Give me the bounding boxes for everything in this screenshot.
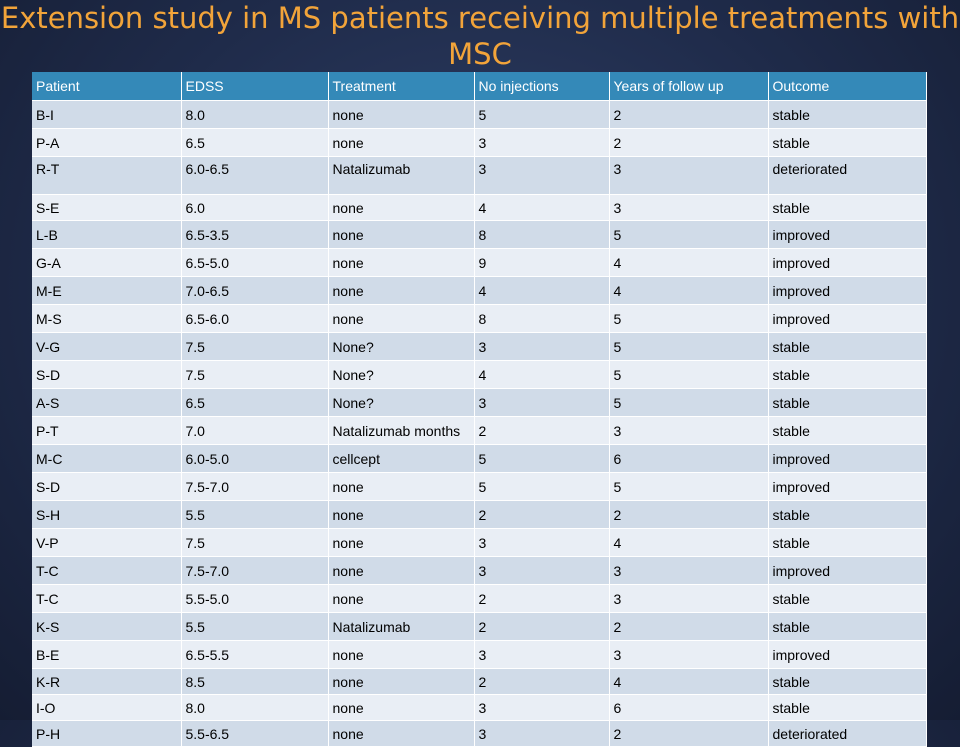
cell-patient: P-H (32, 721, 181, 747)
cell-treatment: Natalizumab (328, 157, 474, 195)
cell-treatment: cellcept (328, 445, 474, 473)
table-row (32, 445, 926, 473)
cell-edss: 5.5 (181, 613, 328, 641)
cell-treatment: none (328, 221, 474, 249)
cell-injections: 8 (474, 221, 609, 249)
cell-injections: 2 (474, 613, 609, 641)
cell-follow-up: 2 (609, 129, 768, 157)
header-outcome: Outcome (768, 72, 926, 101)
cell-patient: T-C (32, 557, 181, 585)
cell-treatment: Natalizumab (328, 613, 474, 641)
cell-patient: M-C (32, 445, 181, 473)
cell-edss: 7.5 (181, 529, 328, 557)
cell-follow-up: 4 (609, 669, 768, 695)
cell-injections: 3 (474, 157, 609, 195)
cell-injections: 5 (474, 101, 609, 129)
header-edss: EDSS (181, 72, 328, 101)
cell-outcome: improved (768, 277, 926, 305)
cell-follow-up: 2 (609, 721, 768, 747)
cell-follow-up: 4 (609, 277, 768, 305)
table-row (32, 129, 926, 157)
cell-injections: 3 (474, 557, 609, 585)
cell-edss: 6.5 (181, 389, 328, 417)
cell-outcome: stable (768, 695, 926, 721)
cell-edss: 8.0 (181, 695, 328, 721)
cell-injections: 3 (474, 129, 609, 157)
cell-injections: 3 (474, 721, 609, 747)
cell-treatment: none (328, 277, 474, 305)
cell-injections: 3 (474, 695, 609, 721)
cell-patient: S-D (32, 473, 181, 501)
cell-treatment: none (328, 473, 474, 501)
cell-treatment: Natalizumab months (328, 417, 474, 445)
table-row (32, 101, 926, 129)
cell-outcome: stable (768, 389, 926, 417)
cell-edss: 6.5-3.5 (181, 221, 328, 249)
cell-edss: 5.5-5.0 (181, 585, 328, 613)
cell-patient: K-R (32, 669, 181, 695)
header-injections: No injections (474, 72, 609, 101)
cell-patient: I-O (32, 695, 181, 721)
cell-outcome: stable (768, 529, 926, 557)
table-row (32, 641, 926, 669)
table-row (32, 501, 926, 529)
cell-edss: 6.5-5.0 (181, 249, 328, 277)
cell-treatment: none (328, 641, 474, 669)
cell-injections: 3 (474, 389, 609, 417)
cell-follow-up: 3 (609, 417, 768, 445)
table-row (32, 557, 926, 585)
cell-patient: M-S (32, 305, 181, 333)
table-row (32, 417, 926, 445)
cell-patient: B-E (32, 641, 181, 669)
cell-outcome: stable (768, 613, 926, 641)
cell-outcome: stable (768, 195, 926, 221)
cell-follow-up: 5 (609, 473, 768, 501)
table-row (32, 249, 926, 277)
cell-patient: S-D (32, 361, 181, 389)
cell-treatment: none (328, 129, 474, 157)
patient-table (32, 72, 927, 747)
cell-injections: 8 (474, 305, 609, 333)
cell-treatment: none (328, 669, 474, 695)
cell-edss: 8.0 (181, 101, 328, 129)
cell-edss: 6.5-6.0 (181, 305, 328, 333)
table-row (32, 529, 926, 557)
cell-treatment: none (328, 585, 474, 613)
table-row (32, 585, 926, 613)
cell-follow-up: 6 (609, 445, 768, 473)
cell-treatment: None? (328, 361, 474, 389)
table-row (32, 695, 926, 721)
cell-patient: S-H (32, 501, 181, 529)
cell-follow-up: 5 (609, 333, 768, 361)
cell-patient: P-A (32, 129, 181, 157)
cell-outcome: improved (768, 557, 926, 585)
table-row (32, 721, 926, 747)
cell-edss: 6.5-5.5 (181, 641, 328, 669)
cell-treatment: none (328, 529, 474, 557)
cell-follow-up: 5 (609, 361, 768, 389)
cell-treatment: none (328, 101, 474, 129)
cell-treatment: none (328, 195, 474, 221)
cell-edss: 7.5 (181, 333, 328, 361)
cell-injections: 2 (474, 417, 609, 445)
cell-follow-up: 2 (609, 101, 768, 129)
table-row (32, 305, 926, 333)
cell-treatment: None? (328, 389, 474, 417)
cell-injections: 4 (474, 195, 609, 221)
cell-injections: 3 (474, 333, 609, 361)
table-row (32, 361, 926, 389)
cell-outcome: stable (768, 585, 926, 613)
cell-injections: 4 (474, 277, 609, 305)
cell-patient: L-B (32, 221, 181, 249)
cell-follow-up: 2 (609, 613, 768, 641)
cell-follow-up: 3 (609, 585, 768, 613)
cell-outcome: stable (768, 129, 926, 157)
cell-follow-up: 3 (609, 195, 768, 221)
slide-title: Extension study in MS patients receiving multiple treatments with MSC (0, 1, 960, 71)
cell-injections: 3 (474, 641, 609, 669)
table-row (32, 389, 926, 417)
table-row (32, 669, 926, 695)
cell-patient: R-T (32, 157, 181, 195)
cell-edss: 6.0 (181, 195, 328, 221)
cell-patient: T-C (32, 585, 181, 613)
cell-follow-up: 4 (609, 529, 768, 557)
cell-injections: 2 (474, 501, 609, 529)
cell-patient: A-S (32, 389, 181, 417)
header-follow-up: Years of follow up (609, 72, 768, 101)
cell-edss: 6.0-5.0 (181, 445, 328, 473)
table-header-row (32, 72, 926, 101)
cell-treatment: none (328, 557, 474, 585)
cell-follow-up: 5 (609, 305, 768, 333)
header-patient: Patient (32, 72, 181, 101)
cell-edss: 5.5 (181, 501, 328, 529)
cell-edss: 7.5 (181, 361, 328, 389)
cell-injections: 4 (474, 361, 609, 389)
cell-outcome: deteriorated (768, 157, 926, 195)
table-row (32, 613, 926, 641)
cell-patient: V-G (32, 333, 181, 361)
cell-patient: K-S (32, 613, 181, 641)
table-row (32, 157, 926, 195)
cell-treatment: none (328, 695, 474, 721)
cell-patient: M-E (32, 277, 181, 305)
cell-outcome: improved (768, 249, 926, 277)
cell-edss: 6.5 (181, 129, 328, 157)
cell-injections: 2 (474, 585, 609, 613)
table-row (32, 473, 926, 501)
cell-edss: 7.5-7.0 (181, 557, 328, 585)
cell-follow-up: 2 (609, 501, 768, 529)
cell-patient: B-I (32, 101, 181, 129)
cell-injections: 5 (474, 473, 609, 501)
patient-table-container (32, 72, 926, 747)
cell-outcome: stable (768, 333, 926, 361)
cell-edss: 6.0-6.5 (181, 157, 328, 195)
cell-injections: 2 (474, 669, 609, 695)
cell-follow-up: 5 (609, 389, 768, 417)
table-row (32, 195, 926, 221)
cell-outcome: stable (768, 669, 926, 695)
cell-injections: 9 (474, 249, 609, 277)
cell-outcome: deteriorated (768, 721, 926, 747)
cell-patient: V-P (32, 529, 181, 557)
cell-follow-up: 3 (609, 157, 768, 195)
cell-edss: 7.5-7.0 (181, 473, 328, 501)
cell-treatment: none (328, 721, 474, 747)
cell-treatment: none (328, 501, 474, 529)
cell-treatment: none (328, 305, 474, 333)
cell-follow-up: 6 (609, 695, 768, 721)
cell-outcome: stable (768, 101, 926, 129)
cell-follow-up: 4 (609, 249, 768, 277)
cell-injections: 5 (474, 445, 609, 473)
cell-outcome: improved (768, 221, 926, 249)
cell-patient: S-E (32, 195, 181, 221)
cell-outcome: improved (768, 445, 926, 473)
cell-edss: 7.0 (181, 417, 328, 445)
cell-follow-up: 3 (609, 641, 768, 669)
header-treatment: Treatment (328, 72, 474, 101)
cell-follow-up: 5 (609, 221, 768, 249)
cell-edss: 8.5 (181, 669, 328, 695)
table-row (32, 221, 926, 249)
cell-treatment: none (328, 249, 474, 277)
table-row (32, 277, 926, 305)
cell-edss: 7.0-6.5 (181, 277, 328, 305)
cell-patient: P-T (32, 417, 181, 445)
cell-outcome: stable (768, 417, 926, 445)
cell-outcome: stable (768, 361, 926, 389)
cell-injections: 3 (474, 529, 609, 557)
cell-outcome: improved (768, 305, 926, 333)
cell-follow-up: 3 (609, 557, 768, 585)
table-row (32, 333, 926, 361)
cell-outcome: improved (768, 641, 926, 669)
cell-outcome: stable (768, 501, 926, 529)
cell-edss: 5.5-6.5 (181, 721, 328, 747)
cell-treatment: None? (328, 333, 474, 361)
cell-patient: G-A (32, 249, 181, 277)
cell-outcome: improved (768, 473, 926, 501)
